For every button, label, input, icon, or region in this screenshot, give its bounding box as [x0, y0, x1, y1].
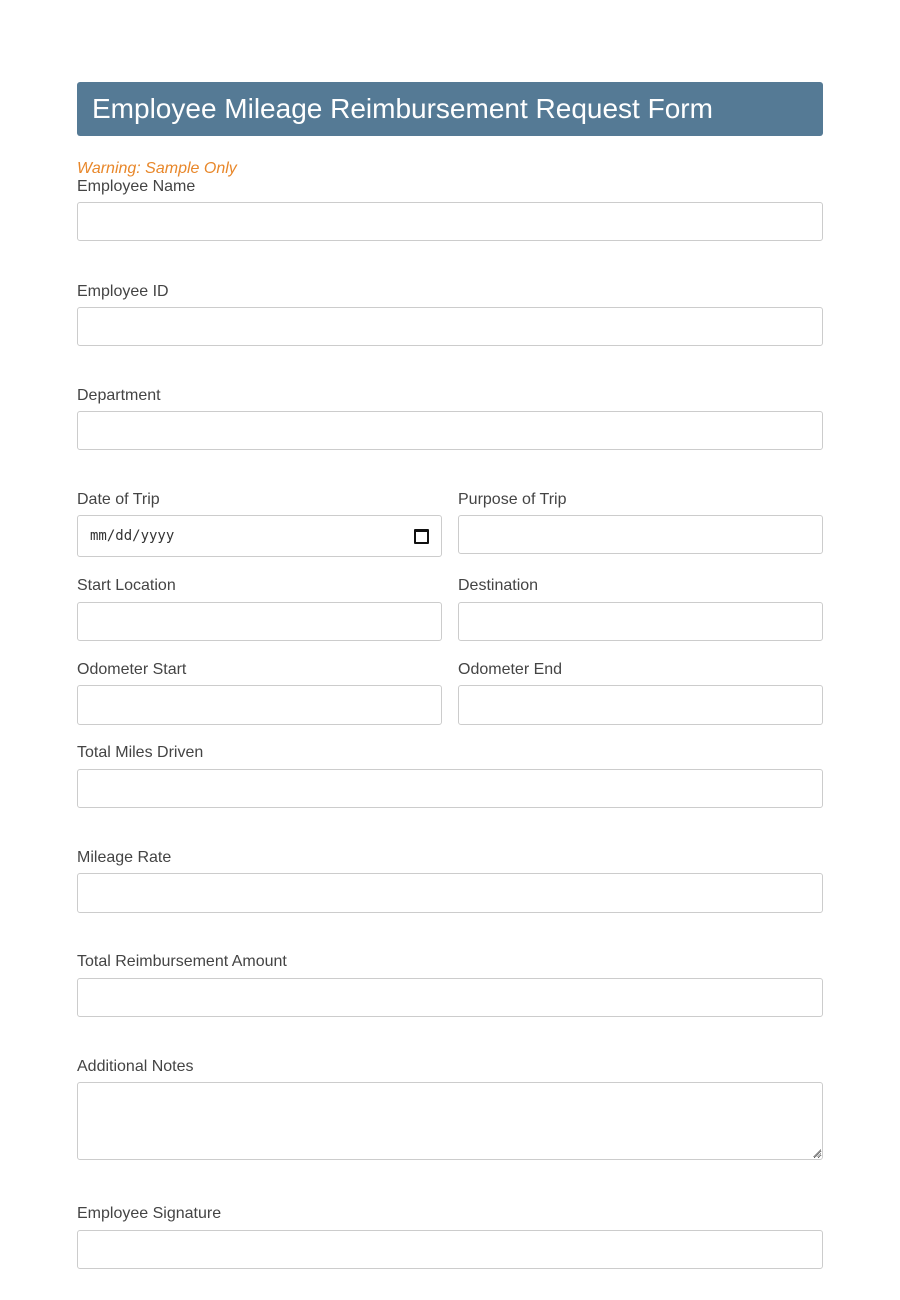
additional-notes-label: Additional Notes: [77, 1058, 194, 1075]
employee-signature-label: Employee Signature: [77, 1205, 222, 1222]
resize-handle-icon[interactable]: [812, 1148, 821, 1157]
employee-name-input[interactable]: [77, 202, 823, 241]
destination-input[interactable]: [458, 602, 823, 641]
purpose-of-trip-label: Purpose of Trip: [458, 491, 567, 508]
mileage-rate-label: Mileage Rate: [77, 849, 172, 866]
odometer-end-label: Odometer End: [458, 661, 563, 678]
department-label: Department: [77, 387, 161, 404]
start-location-label: Start Location: [77, 577, 176, 594]
employee-id-input[interactable]: [77, 307, 823, 346]
employee-id-label: Employee ID: [77, 283, 169, 300]
date-of-trip-label: Date of Trip: [77, 491, 160, 508]
warning-text: Warning: Sample Only: [77, 160, 237, 177]
purpose-of-trip-input[interactable]: [458, 515, 823, 554]
calendar-icon[interactable]: [414, 529, 429, 544]
odometer-start-input[interactable]: [77, 685, 442, 725]
start-location-input[interactable]: [77, 602, 442, 641]
date-of-trip-input[interactable]: [77, 515, 442, 557]
mileage-rate-input[interactable]: [77, 873, 823, 913]
page-title: Employee Mileage Reimbursement Request Form: [92, 93, 713, 124]
destination-label: Destination: [458, 577, 539, 594]
odometer-end-input[interactable]: [458, 685, 823, 725]
total-miles-label: Total Miles Driven: [77, 744, 204, 761]
additional-notes-textarea[interactable]: [77, 1082, 823, 1160]
employee-name-label: Employee Name: [77, 178, 196, 195]
department-input[interactable]: [77, 411, 823, 450]
total-reimbursement-input[interactable]: [77, 978, 823, 1017]
odometer-start-label: Odometer Start: [77, 661, 187, 678]
date-placeholder: mm/dd/yyyy: [90, 528, 175, 544]
total-miles-input[interactable]: [77, 769, 823, 808]
form-header: [77, 82, 823, 136]
total-reimbursement-label: Total Reimbursement Amount: [77, 953, 287, 970]
employee-signature-input[interactable]: [77, 1230, 823, 1269]
